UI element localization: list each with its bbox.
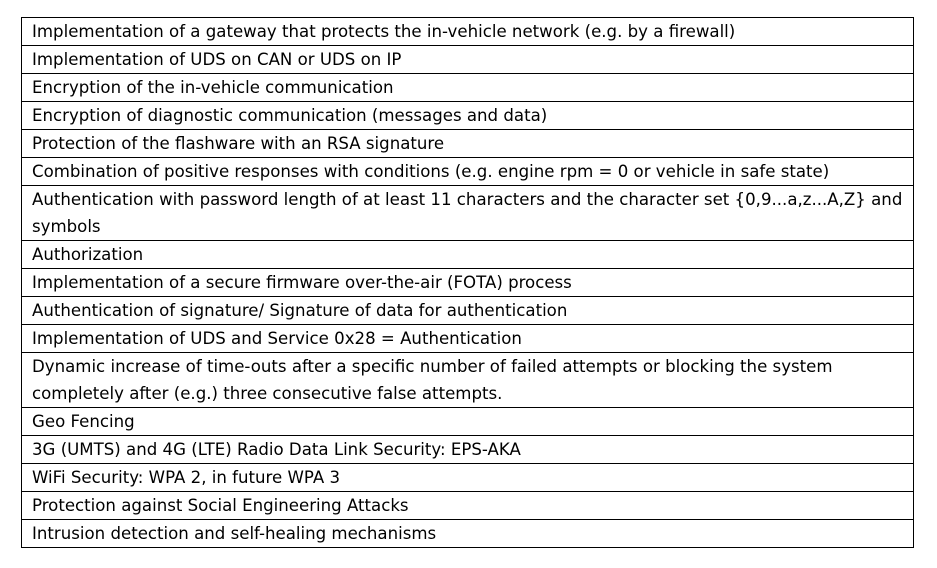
table-row xyxy=(22,241,914,269)
table-cell xyxy=(22,18,914,46)
table-cell xyxy=(22,102,914,130)
table-row xyxy=(22,102,914,130)
cell-text: 3G (UMTS) and 4G (LTE) Radio Data Link Security: EPS-AKA xyxy=(32,440,521,459)
cell-text: Encryption of the in-vehicle communication xyxy=(32,78,394,97)
table-cell xyxy=(22,186,914,241)
table-row xyxy=(22,408,914,436)
cell-text: WiFi Security: WPA 2, in future WPA 3 xyxy=(32,468,341,487)
table-row xyxy=(22,436,914,464)
table-cell xyxy=(22,325,914,353)
table-cell xyxy=(22,353,914,408)
table-cell xyxy=(22,408,914,436)
table-cell xyxy=(22,46,914,74)
cell-text: Implementation of UDS on CAN or UDS on IP xyxy=(32,50,402,69)
cell-text: Encryption of diagnostic communication (messages and data) xyxy=(32,106,548,125)
cell-text: Authentication of signature/ Signature of data for authentication xyxy=(32,301,568,320)
table-row xyxy=(22,464,914,492)
table-row xyxy=(22,297,914,325)
cell-text: Implementation of a gateway that protects the in-vehicle network (e.g. by a firewall) xyxy=(32,22,736,41)
table-cell xyxy=(22,520,914,548)
table-row xyxy=(22,186,914,241)
cell-text: Dynamic increase of time-outs after a specific number of failed attempts or blocking the system completely after (e.g.) three consecutive false attempts. xyxy=(32,357,833,403)
table-row xyxy=(22,158,914,186)
table-cell xyxy=(22,241,914,269)
table-row xyxy=(22,353,914,408)
table-cell xyxy=(22,269,914,297)
table-cell xyxy=(22,464,914,492)
table-row xyxy=(22,74,914,102)
table-cell xyxy=(22,297,914,325)
table-cell xyxy=(22,158,914,186)
cell-text: Authorization xyxy=(32,245,144,264)
cell-text: Implementation of a secure firmware over-the-air (FOTA) process xyxy=(32,273,572,292)
table-row xyxy=(22,269,914,297)
table-row xyxy=(22,130,914,158)
cell-text: Protection of the flashware with an RSA signature xyxy=(32,134,445,153)
table-row xyxy=(22,492,914,520)
table-row xyxy=(22,46,914,74)
table-row xyxy=(22,520,914,548)
table-row xyxy=(22,325,914,353)
cell-text: Implementation of UDS and Service 0x28 = Authentication xyxy=(32,329,522,348)
table-cell xyxy=(22,492,914,520)
cell-text: Authentication with password length of at least 11 characters and the character set {0,9...a,z...A,Z} and symbols xyxy=(32,190,903,236)
table-cell xyxy=(22,436,914,464)
security-measures-table xyxy=(21,17,914,548)
cell-text: Protection against Social Engineering Attacks xyxy=(32,496,409,515)
table-cell xyxy=(22,74,914,102)
cell-text: Geo Fencing xyxy=(32,412,135,431)
cell-text: Intrusion detection and self-healing mechanisms xyxy=(32,524,437,543)
table-cell xyxy=(22,130,914,158)
cell-text: Combination of positive responses with conditions (e.g. engine rpm = 0 or vehicle in safe state) xyxy=(32,162,830,181)
table-row xyxy=(22,18,914,46)
